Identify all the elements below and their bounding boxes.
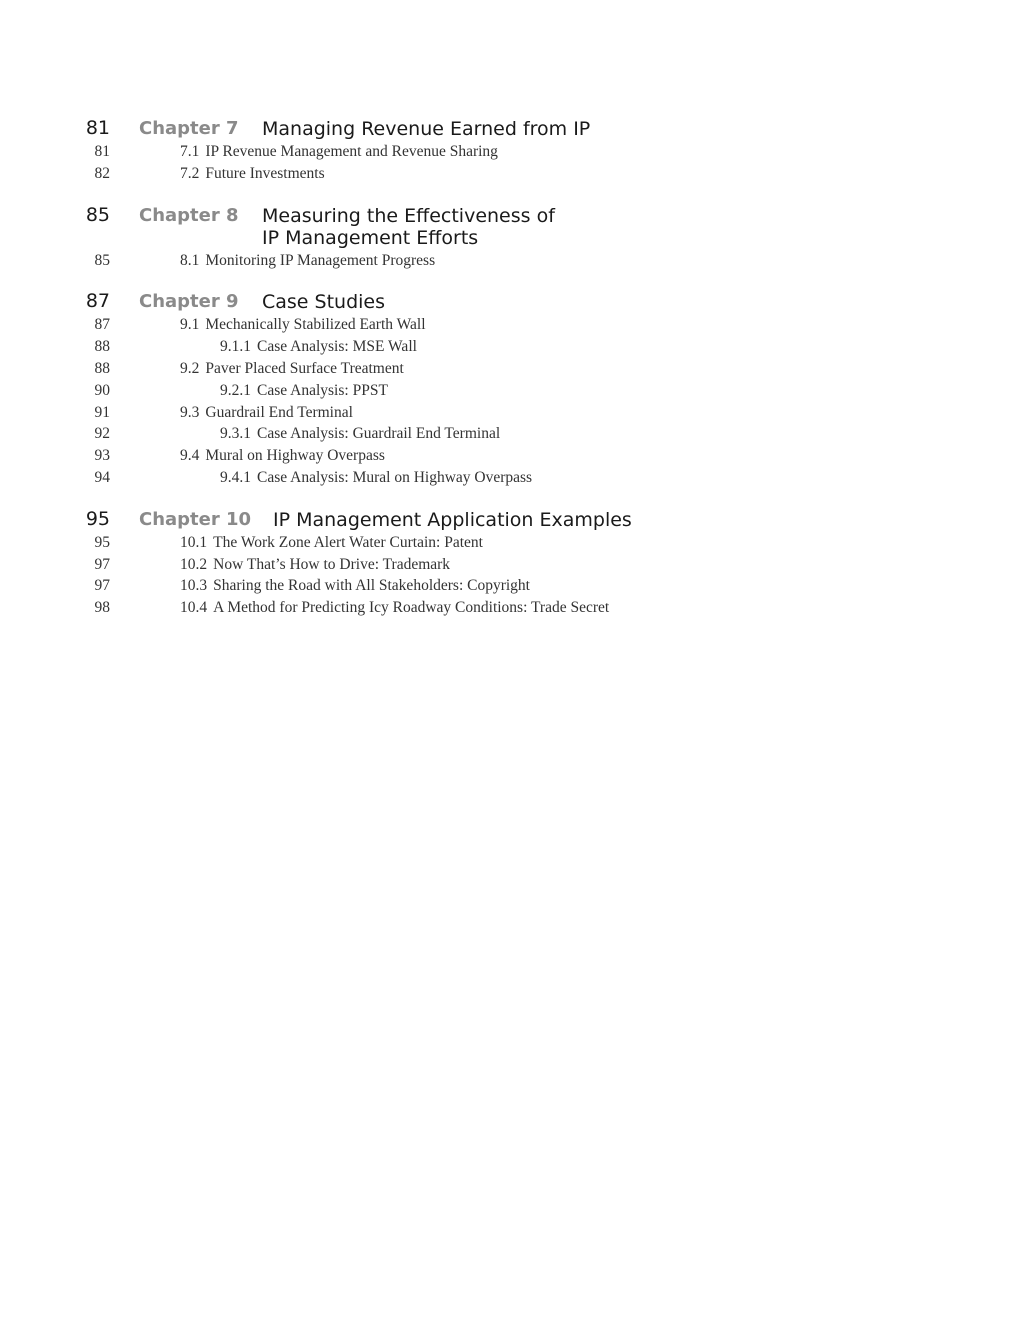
section-number: 9.1.1 [220,338,251,356]
section-number: 9.2 [180,359,200,377]
section-title: Now That’s How to Drive: Trademark [213,555,451,573]
toc-entry[interactable] [0,314,1020,336]
section-title: Case Analysis: Mural on Highway Overpass [257,468,533,486]
section-title: Case Analysis: PPST [257,381,388,399]
chapter-heading[interactable] [0,116,1020,141]
section-title: Mechanically Stabilized Earth Wall [205,316,426,334]
entry-page-number: 94 [94,468,110,486]
entry-page-number: 93 [94,447,110,465]
section-number: 10.3 [180,577,208,595]
toc-entry[interactable] [0,358,1020,380]
chapter-page-number: 95 [85,507,110,530]
chapter-8 [0,203,1020,272]
chapter-label: Chapter 10 [139,508,252,530]
entry-page-number: 92 [94,425,110,443]
entry-page-number: 98 [94,599,110,617]
entry-page-number: 87 [94,316,110,334]
section-number: 7.1 [180,143,200,160]
section-title: Monitoring IP Management Progress [205,251,436,269]
chapter-page-number: 81 [85,117,110,139]
toc-entry[interactable] [0,575,1020,597]
section-number: 9.3 [180,403,200,421]
toc-entry[interactable] [0,597,1020,619]
section-title: Paver Placed Surface Treatment [205,359,404,377]
chapter-page-number: 87 [85,290,110,313]
chapter-page-number: 85 [85,203,110,226]
chapter-label: Chapter 7 [139,118,239,139]
chapter-heading[interactable] [0,203,1020,250]
section-number: 10.1 [180,533,208,551]
toc-entry[interactable] [0,467,1020,489]
chapter-title-line: IP Management Application Examples [273,508,632,531]
section-title: Case Analysis: Guardrail End Terminal [257,425,501,443]
chapter-7 [0,116,1020,185]
section-number: 9.4 [180,447,200,465]
section-title: Guardrail End Terminal [205,403,353,421]
section-number: 9.4.1 [220,468,251,486]
entry-page-number: 90 [94,381,110,399]
toc-entry[interactable] [0,423,1020,445]
chapter-9 [0,289,1020,488]
toc-entry[interactable] [0,336,1020,358]
entry-page-number: 82 [94,164,110,182]
section-number: 7.2 [180,164,200,182]
section-number: 9.3.1 [220,425,251,443]
chapter-title [273,507,632,531]
entry-page-number: 88 [94,338,110,356]
entry-page-number: 88 [94,359,110,377]
section-title: A Method for Predicting Icy Roadway Conditions: Trade Secret [213,599,610,617]
chapter-heading[interactable] [0,507,1020,532]
toc-entry[interactable] [0,445,1020,467]
chapter-title-line: IP Management Efforts [262,226,479,249]
chapter-title-line: Managing Revenue Earned from IP [262,118,591,140]
toc-entry[interactable] [0,554,1020,576]
section-number: 10.2 [180,555,208,573]
toc-entry[interactable] [0,380,1020,402]
chapter-label: Chapter 9 [139,291,239,313]
chapter-title-line: Case Studies [262,291,386,314]
entry-page-number: 81 [94,143,110,160]
toc-entry[interactable] [0,141,1020,163]
toc-entry[interactable] [0,250,1020,272]
entry-page-number: 97 [94,577,110,595]
chapter-label: Chapter 8 [139,204,239,226]
section-number: 8.1 [180,251,200,269]
section-number: 10.4 [180,599,208,617]
section-title: Sharing the Road with All Stakeholders: Copyright [213,577,530,595]
table-of-contents [0,116,1020,619]
chapter-title-line: Measuring the Effectiveness of [262,204,555,227]
section-title: Case Analysis: MSE Wall [257,338,417,356]
section-title: Future Investments [205,164,325,182]
chapter-10 [0,507,1020,619]
section-number: 9.2.1 [220,381,251,399]
entry-page-number: 85 [94,251,110,269]
toc-entry[interactable] [0,402,1020,424]
chapter-heading[interactable] [0,289,1020,314]
section-title: The Work Zone Alert Water Curtain: Patent [213,533,483,551]
entry-page-number: 97 [94,555,110,573]
section-title: IP Revenue Management and Revenue Sharing [205,143,498,160]
toc-entry[interactable] [0,163,1020,185]
section-title: Mural on Highway Overpass [205,447,385,465]
entry-page-number: 95 [94,533,110,551]
toc-entry[interactable] [0,532,1020,554]
chapter-title [262,203,555,249]
entry-page-number: 91 [94,403,110,421]
chapter-title [262,116,590,140]
section-number: 9.1 [180,316,200,334]
chapter-title [262,289,385,313]
